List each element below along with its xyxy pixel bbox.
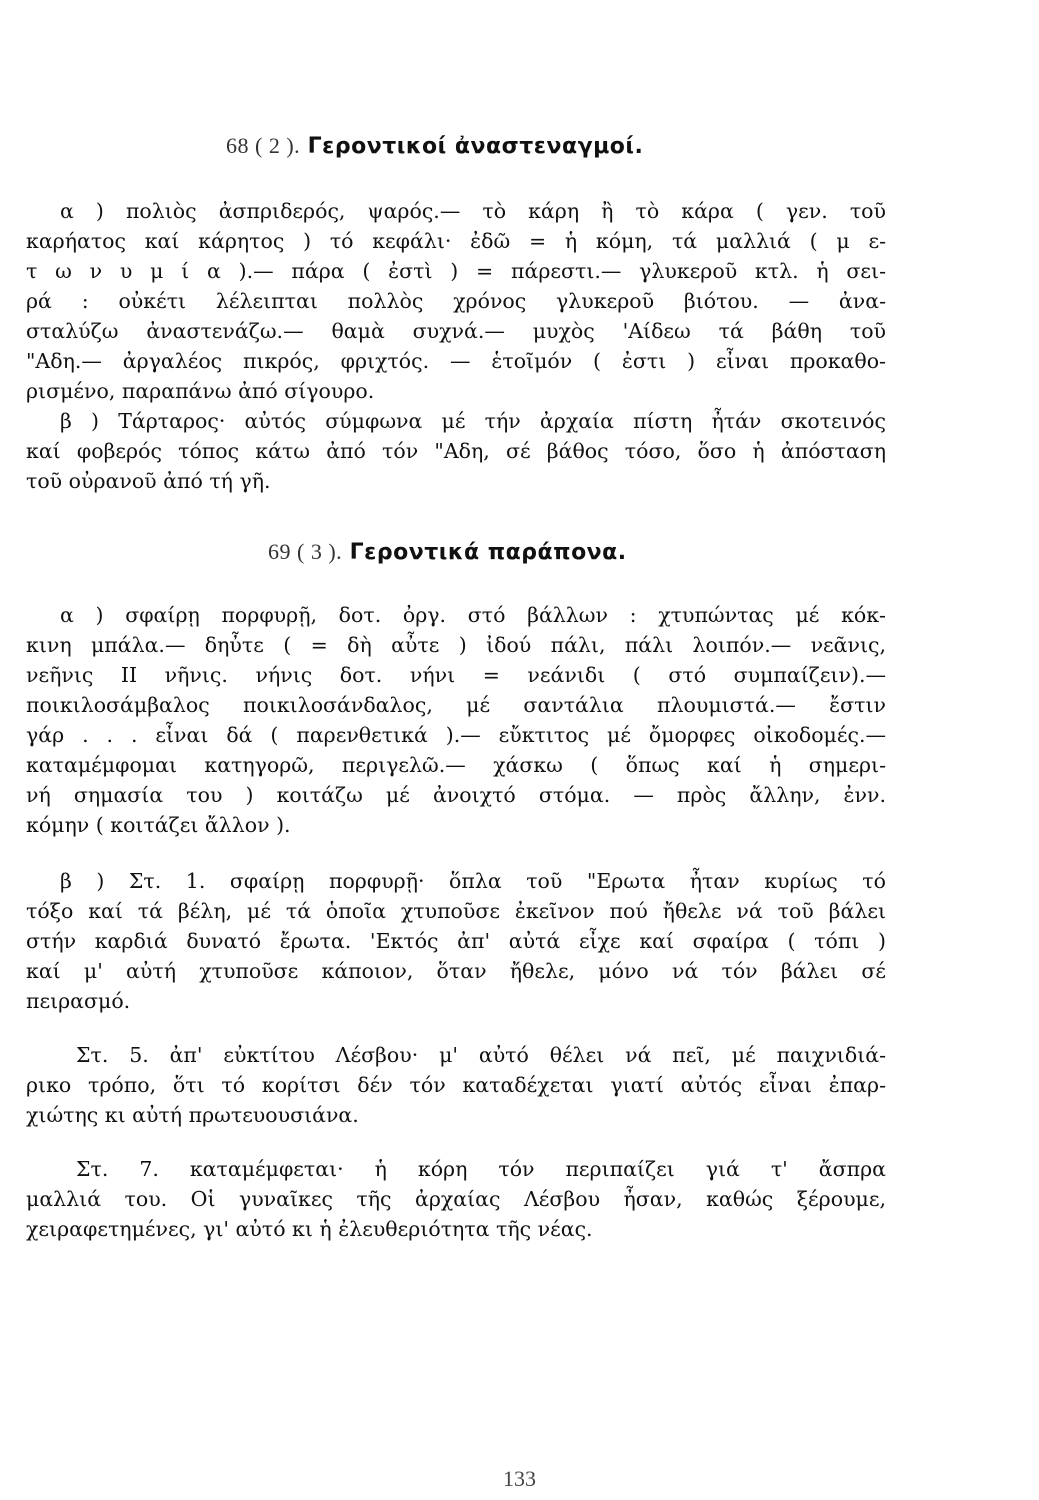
text-line: ποικιλοσάμβαλος ποικιλοσάνδαλος, μέ σαντάλια πλουμιστά.— ἔστιν	[26, 693, 886, 717]
text-line: Στ. 7. καταμέμφεται· ἡ κόρη τόν περιπαίζει γιά τ' ἄσπρα	[76, 1157, 886, 1181]
text-line: μαλλιά του. Οἱ γυναῖκες τῆς ἀρχαίας Λέσβου ἦσαν, καθώς ξέρουμε,	[26, 1187, 886, 1211]
text-line: ρισμένο, παραπάνω ἀπό σίγουρο.	[26, 379, 375, 403]
text-line: σταλύζω ἀναστενάζω.— θαμὰ συχνά.— μυχὸς 'Αίδεω τά βάθη τοῦ	[26, 319, 886, 343]
text-line: καρήατος καί κάρητος ) τό κεφάλι· ἐδῶ = ἡ κόμη, τά μαλλιά ( μ ε-	[26, 229, 886, 253]
text-line: κόμην ( κοιτάζει ἄλλον ).	[26, 813, 291, 837]
text-line: πειρασμό.	[26, 989, 131, 1013]
text-line: ρά : οὐκέτι λέλειπται πολλὸς χρόνος γλυκεροῦ βιότου. — ἀνα-	[26, 289, 886, 313]
text-line: α ) σφαίρῃ πορφυρῇ, δοτ. ὀργ. στό βάλλων : χτυπώντας μέ κόκ-	[60, 603, 886, 627]
section-68-number: 68 ( 2 ).	[226, 133, 301, 158]
text-line: γάρ . . . εἶναι δά ( παρενθετικά ).— εὔκτιτος μέ ὄμορφες οἰκοδομές.—	[26, 723, 886, 747]
text-line: καταμέμφομαι κατηγορῶ, περιγελῶ.— χάσκω ( ὅπως καί ἡ σημερι-	[26, 753, 886, 777]
text-line: τόξο καί τά βέλη, μέ τά ὁποῖα χτυποῦσε ἐκεῖνον πού ἤθελε νά τοῦ βάλει	[26, 899, 886, 923]
text-line: κινη μπάλα.— δηὖτε ( = δὴ αὖτε ) ἰδού πάλι, πάλι λοιπόν.— νεᾶνις,	[26, 633, 886, 657]
text-line: α ) πολιὸς ἀσπριδερός, ψαρός.— τὸ κάρη ἢ τὸ κάρα ( γεν. τοῦ	[60, 199, 886, 223]
text-line: νεῆνις ΙΙ νῆνις. νήνις δοτ. νήνι = νεάνιδι ( στό συμπαίζειν).—	[26, 663, 886, 687]
page-number: 133	[503, 1466, 536, 1491]
section-68-heading	[226, 133, 643, 159]
text-line: καί φοβερός τόπος κάτω ἀπό τόν "Αδη, σέ βάθος τόσο, ὅσο ἡ ἀπόσταση	[26, 439, 886, 463]
text-line: ρικο τρόπο, ὅτι τό κορίτσι δέν τόν καταδέχεται γιατί αὐτός εἶναι ἐπαρ-	[26, 1073, 886, 1097]
text-line: "Αδη.— ἀργαλέος πικρός, φριχτός. — ἑτοῖμόν ( ἐστι ) εἶναι προκαθο-	[26, 349, 886, 373]
section-68-title: Γεροντικοί ἀναστεναγμοί.	[307, 134, 644, 159]
text-line: νή σημασία του ) κοιτάζω μέ ἀνοιχτό στόμα. — πρὸς ἄλλην, ἐνν.	[26, 783, 886, 807]
text-line: β ) Τάρταρος· αὐτός σύμφωνα μέ τήν ἀρχαία πίστη ἦτάν σκοτεινός	[60, 409, 886, 433]
text-line: στήν καρδιά δυνατό ἔρωτα. 'Εκτός ἀπ' αὐτά εἶχε καί σφαίρα ( τόπι )	[26, 929, 886, 953]
text-line: Στ. 5. ἀπ' εὐκτίτου Λέσβου· μ' αὐτό θέλει νά πεῖ, μέ παιχνιδιά-	[76, 1043, 886, 1067]
text-line: β ) Στ. 1. σφαίρῃ πορφυρῇ· ὅπλα τοῦ "Ερωτα ἦταν κυρίως τό	[60, 869, 886, 893]
text-line: τ ω ν υ μ ί α ).— πάρα ( ἐστὶ ) = πάρεστι.— γλυκεροῦ κτλ. ἡ σει-	[26, 259, 886, 283]
section-69-heading	[268, 539, 627, 565]
text-line: χιώτης κι αὐτή πρωτευουσιάνα.	[26, 1103, 359, 1127]
text-line: χειραφετημένες, γι' αὐτό κι ἡ ἐλευθεριότητα τῆς νέας.	[26, 1217, 593, 1241]
text-line: τοῦ οὐρανοῦ ἀπό τή γῆ.	[26, 469, 271, 493]
section-69-title: Γεροντικά παράπονα.	[349, 540, 627, 565]
section-69-number: 69 ( 3 ).	[268, 539, 343, 564]
text-line: καί μ' αὐτή χτυποῦσε κάποιον, ὅταν ἤθελε, μόνο νά τόν βάλει σέ	[26, 959, 886, 983]
